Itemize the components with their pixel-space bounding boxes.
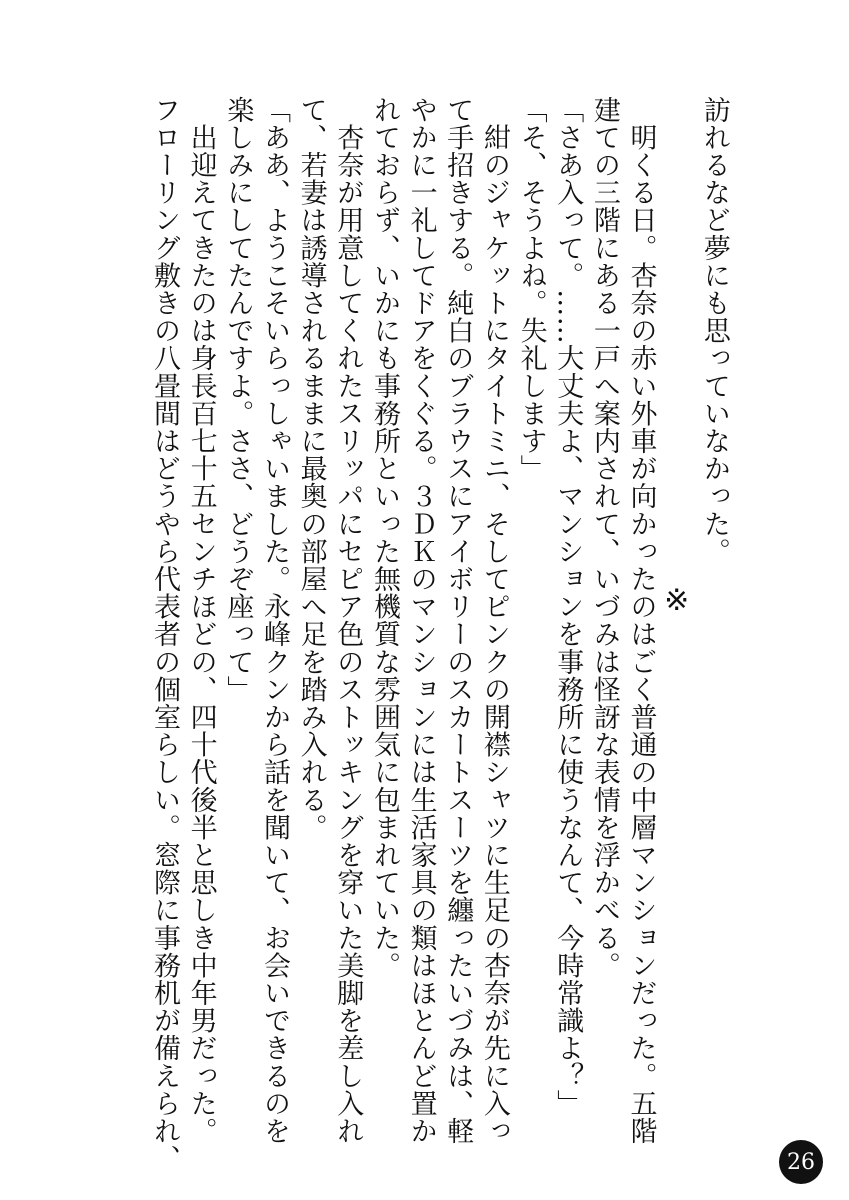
- text-line: 訪れるなど夢にも思っていなかった。: [698, 96, 730, 566]
- text-line: 建ての三階にある一戸へ案内されて、いづみは怪訝な表情を浮かべる。: [588, 96, 620, 980]
- text-line: 「ああ、ようこそいらっしゃいました。永峰クンから話を聞いて、お会いできるのを: [258, 96, 290, 1145]
- text-line: て手招きする。純白のブラウスにアイボリーのスカートスーツを纏ったいづみは、軽: [442, 96, 474, 1145]
- text-line: 明くる日。杏奈の赤い外車が向かったのはごく普通の中層マンションだった。五階: [625, 96, 657, 1145]
- text-line: 「さあ入って。……大丈夫よ、マンションを事務所に使うなんて、今時常識よ？」: [552, 96, 584, 1118]
- text-line: て、若妻は誘導されるままに最奥の部屋へ足を踏み入れる。: [295, 96, 327, 842]
- text-line: 出迎えてきたのは身長百七十五センチほどの、四十代後半と思しき中年男だった。: [185, 96, 217, 1145]
- page-number-badge: 26: [779, 1140, 823, 1184]
- text-line: 楽しみにしてたんですよ。ささ、どうぞ座って」: [222, 96, 254, 704]
- text-line: フローリング敷きの八畳間はどうやら代表者の個室らしい。窓際に事務机が備えられ、: [149, 96, 180, 1173]
- text-line: れておらず、いかにも事務所といった無機質な雰囲気に包まれていた。: [368, 96, 400, 980]
- text-line: 杏奈が用意してくれたスリッパにセピア色のストッキングを穿いた美脚を差し入れ: [332, 96, 364, 1145]
- text-line: 「そ、そうよね。失礼します」: [515, 96, 547, 483]
- section-break-mark: ※: [659, 583, 695, 619]
- vertical-text-block: [148, 96, 730, 1173]
- text-line: 紺のジャケットにタイトミニ、そしてピンクの開襟シャツに生足の杏奈が先に入っ: [478, 96, 510, 1145]
- text-line: やかに一礼してドアをくぐる。３ＤＫのマンションには生活家具の類はほとんど置か: [405, 96, 437, 1145]
